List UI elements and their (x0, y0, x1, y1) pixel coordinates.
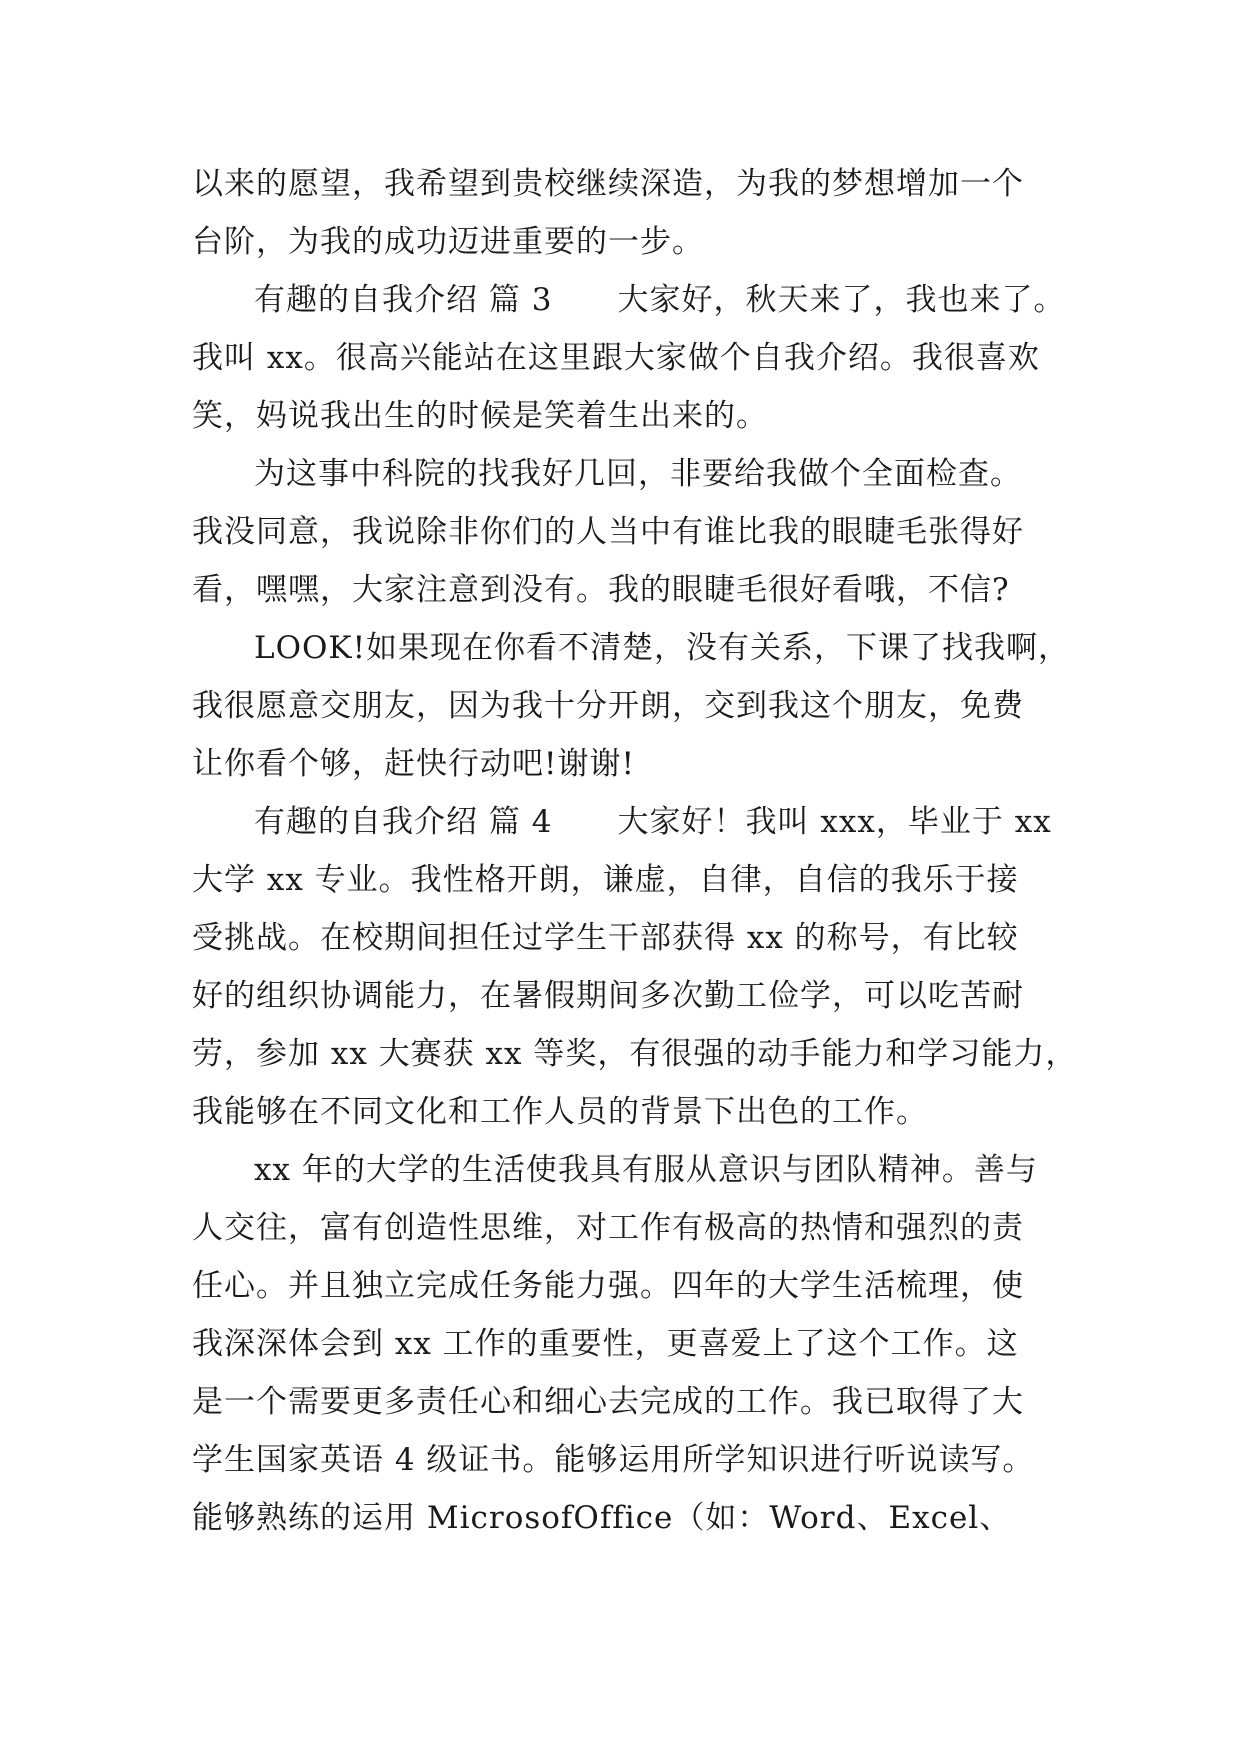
paragraph-line: 学生国家英语 4 级证书。能够运用所学知识进行听说读写。 (192, 1442, 1035, 1478)
paragraph-line: 大学 xx 专业。我性格开朗，谦虚，自律，自信的我乐于接 (192, 862, 1019, 898)
document-body (192, 155, 1078, 1547)
paragraph-line: 我很愿意交朋友，因为我十分开朗，交到我这个朋友，免费 (192, 688, 1024, 724)
paragraph-line: 为这事中科院的找我好几回，非要给我做个全面检查。 (254, 456, 1022, 492)
paragraph-line: 看，嘿嘿，大家注意到没有。我的眼睫毛很好看哦，不信? (192, 572, 1010, 608)
paragraph-line: 台阶，为我的成功迈进重要的一步。 (192, 224, 704, 260)
paragraph-line: 以来的愿望，我希望到贵校继续深造，为我的梦想增加一个 (192, 166, 1024, 202)
paragraph-line: 劳，参加 xx 大赛获 xx 等奖，有很强的动手能力和学习能力， (192, 1036, 1078, 1072)
paragraph-line: 我深深体会到 xx 工作的重要性，更喜爱上了这个工作。这 (192, 1326, 1019, 1362)
paragraph-line: 是一个需要更多责任心和细心去完成的工作。我已取得了大 (192, 1384, 1024, 1420)
paragraph-line: 我叫 xx。很高兴能站在这里跟大家做个自我介绍。我很喜欢 (192, 340, 1040, 376)
paragraph-line: 能够熟练的运用 MicrosofOffice（如：Word、Excel、 (192, 1500, 1012, 1536)
paragraph-line: 我没同意，我说除非你们的人当中有谁比我的眼睫毛张得好 (192, 514, 1024, 550)
paragraph-line: 好的组织协调能力，在暑假期间多次勤工俭学，可以吃苦耐 (192, 978, 1024, 1014)
section-heading-line: 有趣的自我介绍 篇 4 大家好！我叫 xxx，毕业于 xx (254, 804, 1052, 840)
paragraph-line: 我能够在不同文化和工作人员的背景下出色的工作。 (192, 1094, 928, 1130)
paragraph-line: 笑，妈说我出生的时候是笑着生出来的。 (192, 398, 768, 434)
paragraph-line: xx 年的大学的生活使我具有服从意识与团队精神。善与 (254, 1152, 1038, 1188)
paragraph-line: 让你看个够，赶快行动吧!谢谢! (192, 746, 635, 782)
paragraph-line: 受挑战。在校期间担任过学生干部获得 xx 的称号，有比较 (192, 920, 1019, 956)
paragraph-line: 人交往，富有创造性思维，对工作有极高的热情和强烈的责 (192, 1210, 1024, 1246)
paragraph-line: LOOK!如果现在你看不清楚，没有关系，下课了找我啊， (254, 630, 1071, 666)
paragraph-line: 任心。并且独立完成任务能力强。四年的大学生活梳理，使 (192, 1268, 1024, 1304)
section-heading-line: 有趣的自我介绍 篇 3 大家好，秋天来了，我也来了。 (254, 282, 1066, 318)
